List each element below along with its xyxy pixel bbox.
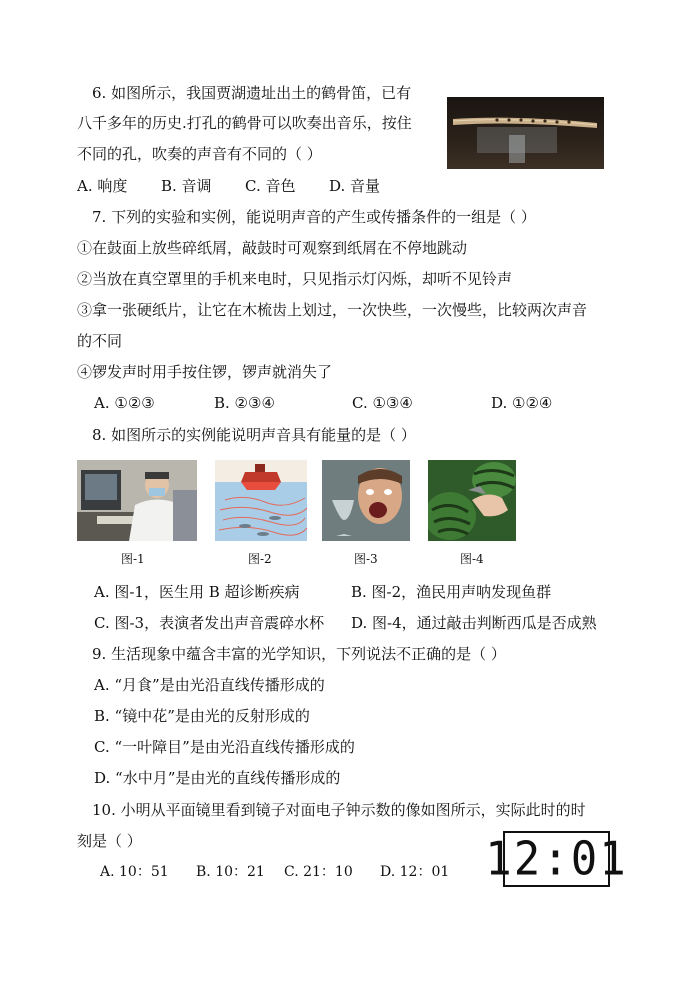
figure-4-caption: 图-4 [460,552,484,566]
q6-line-3: 不同的孔，吹奏的声音有不同的（ ） [77,145,322,163]
q6-option-a: A. 响度 [77,177,128,195]
q10-option-d: D. 12：01 [380,864,450,880]
q6-option-d: D. 音量 [329,177,381,195]
q10-option-b: B. 10：21 [196,864,265,880]
q8-option-a: A. 图-1，医生用 B 超诊断疾病 [94,583,300,601]
q9-option-a: A. “月食”是由光沿直线传播形成的 [94,676,325,694]
q7-item-1: ①在鼓面上放些碎纸屑，敲鼓时可观察到纸屑在不停地跳动 [77,239,468,257]
q7-item-2: ②当放在真空罩里的手机来电时，只见指示灯闪烁，却听不见铃声 [77,270,513,288]
q8-option-b: B. 图-2，渔民用声呐发现鱼群 [351,583,552,601]
figure-2-caption: 图-2 [248,552,272,566]
q10-option-a: A. 10：51 [100,864,169,880]
q8-option-d: D. 图-4，通过敲击判断西瓜是否成熟 [351,614,597,632]
mirrored-clock-display [485,831,628,887]
q6-option-c: C. 音色 [245,177,296,195]
q10-option-c: C. 21：10 [284,864,353,880]
q7-item-3: ③拿一张硬纸片，让它在木梳齿上划过，一次快些，一次慢些，比较两次声音 [77,301,588,319]
clock-digits: 12:01 [485,832,628,886]
q7-option-b: B. ②③④ [214,394,275,412]
figure-3-image [322,460,410,541]
q7-item-3-cont: 的不同 [77,332,123,350]
figure-1-image [77,460,197,541]
figure-3-caption: 图-3 [354,552,378,566]
q7-option-d: D. ①②④ [491,394,553,412]
q9-option-d: D. “水中月”是由光的直线传播形成的 [94,769,341,787]
bone-flute-image [447,97,604,169]
figure-4-image [428,460,516,541]
q8-option-c: C. 图-3，表演者发出声音震碎水杯 [94,614,325,632]
q6-option-b: B. 音调 [161,177,212,195]
q7-option-a: A. ①②③ [94,394,155,412]
q6-line-1: 6. 如图所示，我国贾湖遗址出土的鹤骨笛，已有 [92,84,412,102]
q9-stem: 9. 生活现象中蕴含丰富的光学知识，下列说法不正确的是（ ） [92,645,506,663]
figure-2-image [215,460,307,541]
q9-option-c: C. “一叶障目”是由光沿直线传播形成的 [94,738,355,756]
q10-line-2: 刻是（ ） [77,832,142,850]
figure-1-caption: 图-1 [121,552,145,566]
q6-line-2: 八千多年的历史.打孔的鹤骨可以吹奏出音乐，按住 [77,114,412,132]
q9-option-b: B. “镜中花”是由光的反射形成的 [94,707,310,725]
q8-stem: 8. 如图所示的实例能说明声音具有能量的是（ ） [92,426,416,444]
q7-stem: 7. 下列的实验和实例，能说明声音的产生或传播条件的一组是（ ） [92,208,536,226]
q7-item-4: ④锣发声时用手按住锣，锣声就消失了 [77,363,333,381]
q7-option-c: C. ①③④ [352,394,413,412]
q10-line-1: 10. 小明从平面镜里看到镜子对面电子钟示数的像如图所示，实际此时的时 [92,801,586,819]
